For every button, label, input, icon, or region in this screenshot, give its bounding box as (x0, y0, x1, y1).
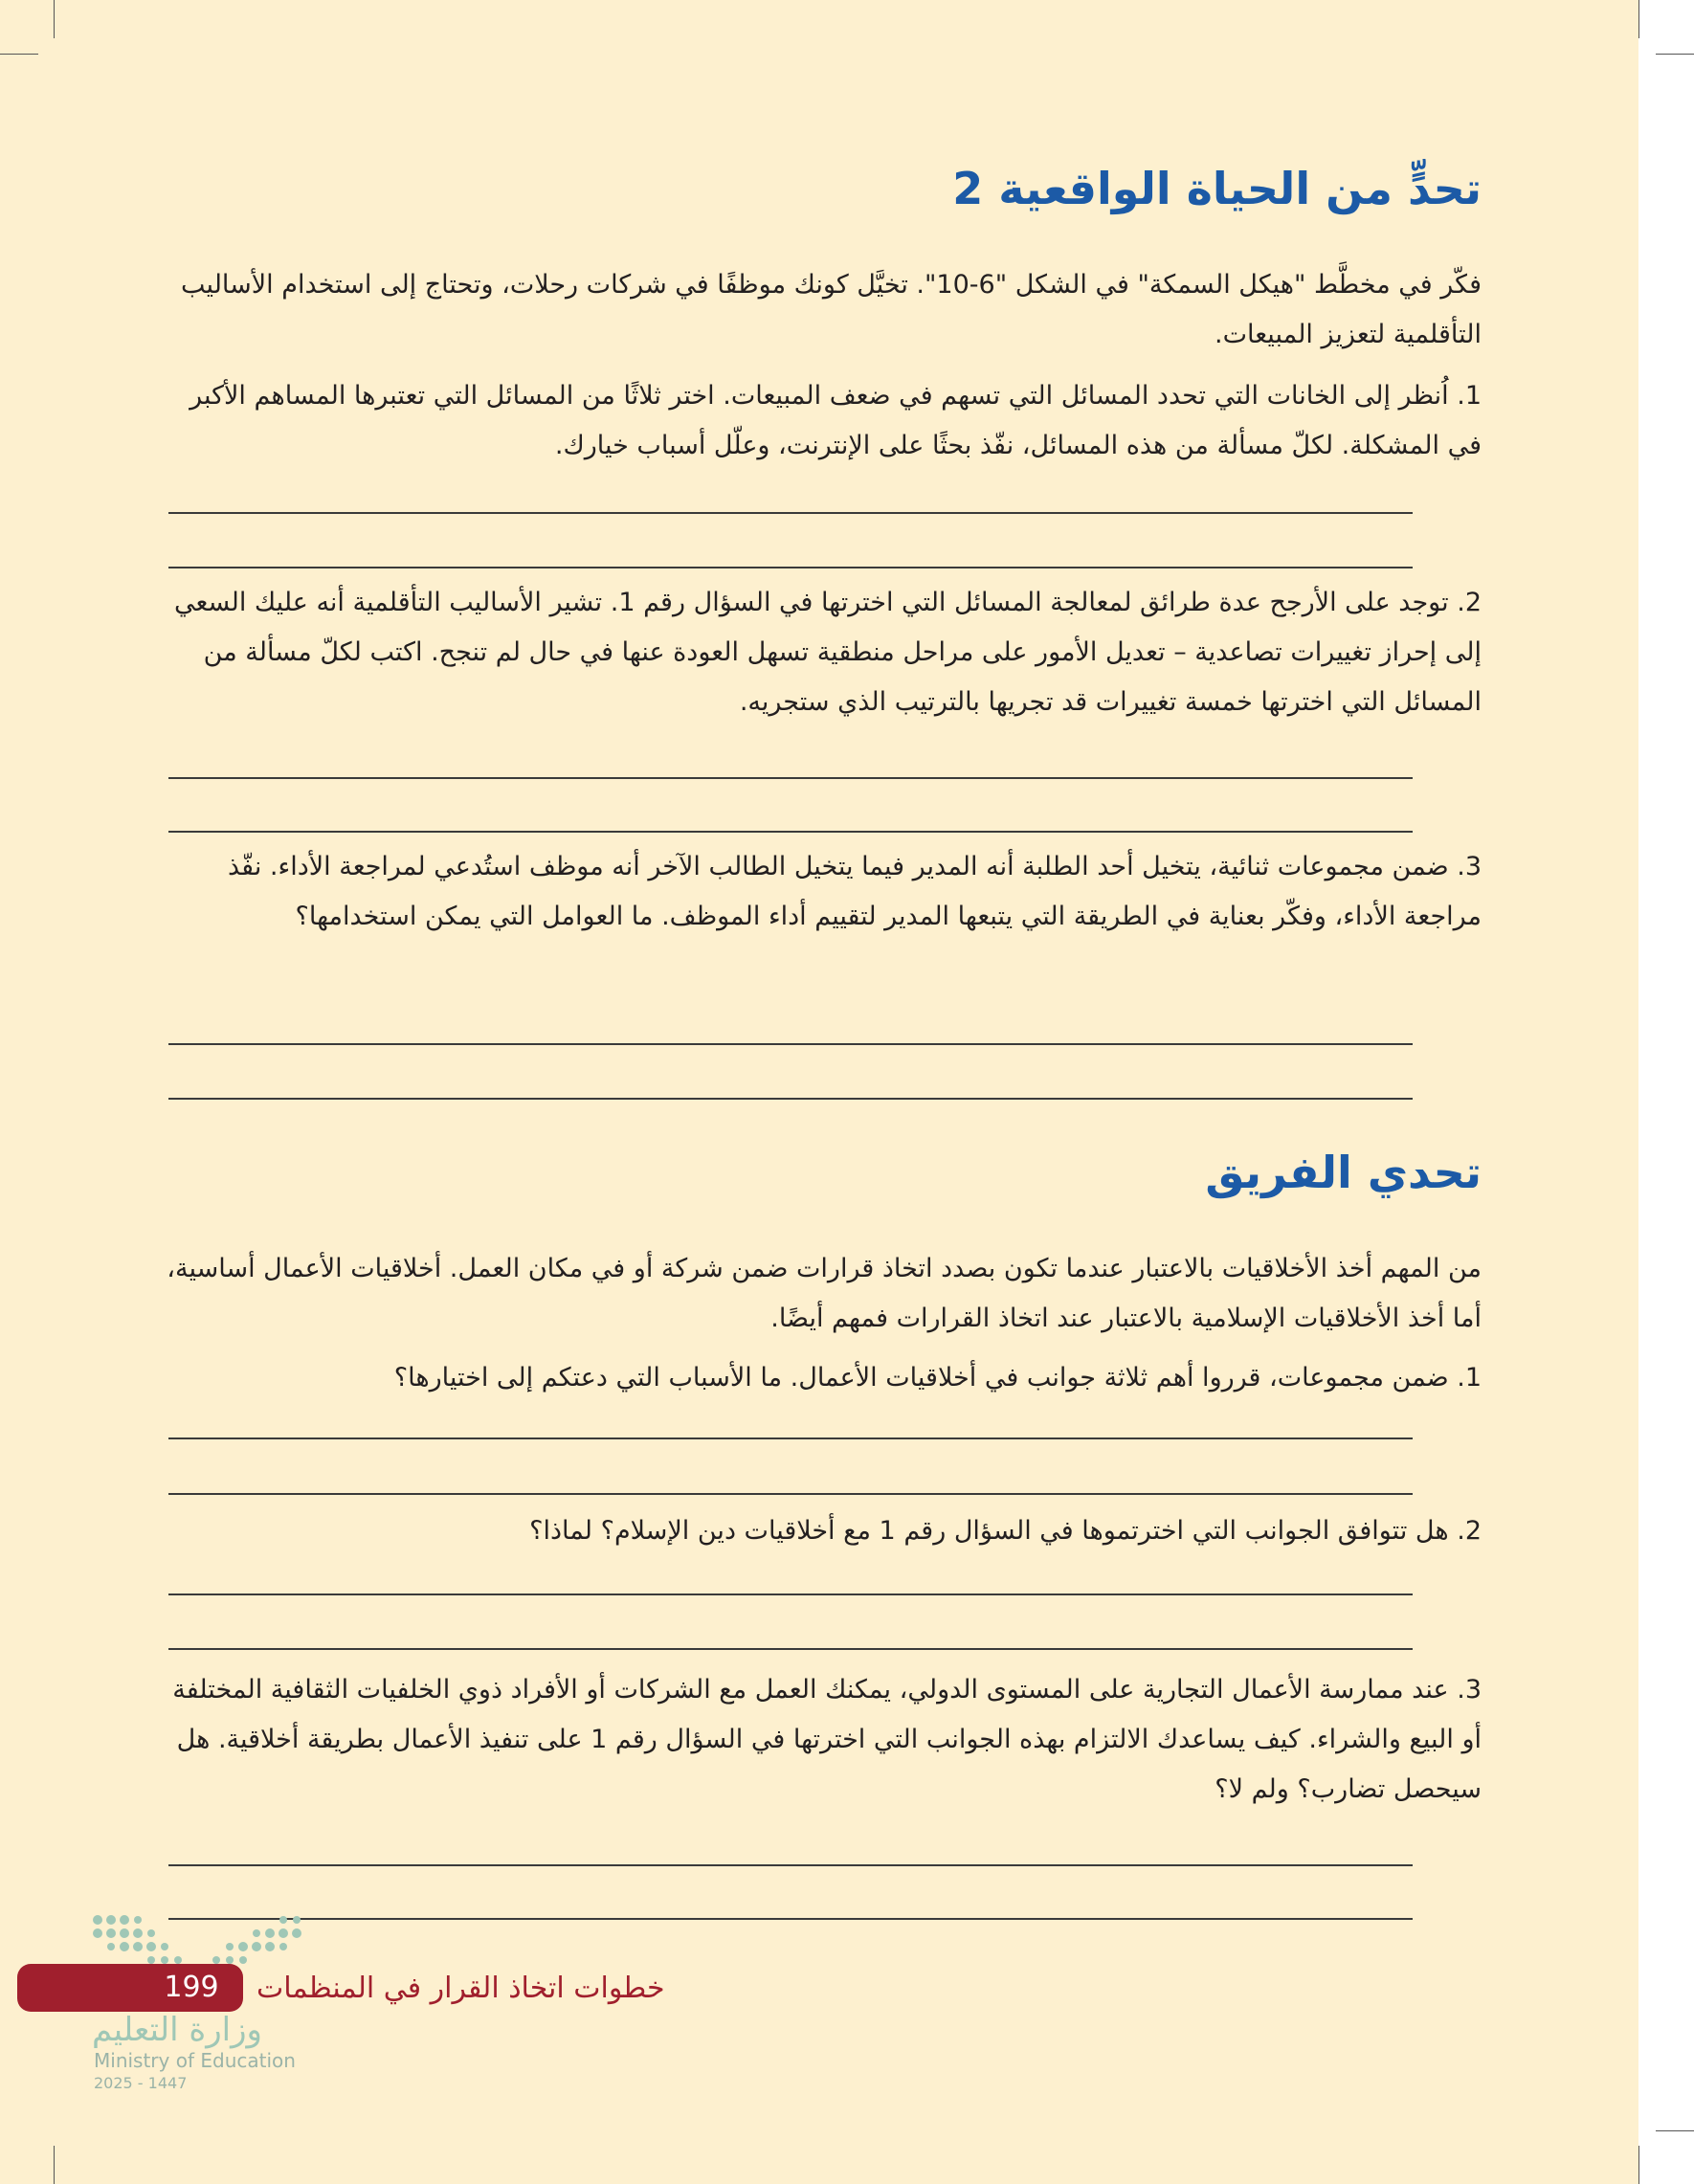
question-item (165, 1506, 1482, 1556)
question-text: ضمن مجموعات، قرروا أهم ثلاثة جوانب في أخلاقيات الأعمال. ما الأسباب التي دعتكم إلى اختيارها؟ (393, 1363, 1449, 1393)
answer-line[interactable] (168, 512, 1413, 514)
question-number: 3. (1457, 1675, 1482, 1705)
section-title: تحدٍّ من الحياة الواقعية 2 (952, 163, 1482, 214)
crop-mark (0, 54, 38, 55)
question-item (165, 371, 1482, 471)
question-text: هل تتوافق الجوانب التي اخترتموها في السؤال رقم 1 مع أخلاقيات دين الإسلام؟ لماذا؟ (529, 1516, 1449, 1546)
answer-line[interactable] (168, 1648, 1413, 1650)
answer-line[interactable] (168, 1918, 1413, 1920)
question-number: 3. (1457, 852, 1482, 881)
crop-mark (1656, 54, 1694, 55)
answer-line[interactable] (168, 831, 1413, 833)
question-text: توجد على الأرجح عدة طرائق لمعالجة المسائل التي اخترتها في السؤال رقم 1. تشير الأساليب التأقلمية أنه عليك السعي إلى إحراز تغييرات تصاعدية – تعديل الأمور على مراحل منطقية تسهل العودة عنها في حال لم تنجح. اكتب لكلّ مسألة من المسائل التي اخترتها خمسة تغييرات قد تجريها بالترتيب الذي ستجريه. (173, 588, 1482, 717)
chapter-title: خطوات اتخاذ القرار في المنظمات (256, 1972, 665, 2005)
answer-line[interactable] (168, 1098, 1413, 1100)
ministry-logo-icon (92, 1912, 302, 1968)
question-number: 1. (1457, 381, 1482, 411)
crop-mark (1638, 0, 1639, 38)
section-intro: من المهم أخذ الأخلاقيات بالاعتبار عندما تكون بصدد اتخاذ قرارات ضمن شركة أو في مكان العمل. أخلاقيات الأعمال أساسية، أما أخذ الأخلاقيات الإسلامية بالاعتبار عند اتخاذ القرارات فمهم أيضًا. (167, 1254, 1482, 1333)
question-item (165, 1353, 1482, 1403)
answer-line[interactable] (168, 567, 1413, 568)
answer-line[interactable] (168, 1437, 1413, 1439)
answer-line[interactable] (168, 1043, 1413, 1045)
answer-line[interactable] (168, 1593, 1413, 1595)
crop-mark (1638, 2146, 1639, 2184)
question-item (165, 1665, 1482, 1815)
ministry-name-arabic: وزارة التعليم (92, 2011, 262, 2049)
crop-mark (54, 2146, 55, 2184)
question-text: اُنظر إلى الخانات التي تحدد المسائل التي تسهم في ضعف المبيعات. اختر ثلاثًا من المسائل التي تعتبرها المساهم الأكبر في المشكلة. لكلّ مسألة من هذه المسائل، نفّذ بحثًا على الإنترنت، وعلّل أسباب خيارك. (189, 381, 1482, 460)
question-number: 1. (1457, 1363, 1482, 1393)
question-text: عند ممارسة الأعمال التجارية على المستوى الدولي، يمكنك العمل مع الشركات أو الأفراد ذوي الخلفيات الثقافية المختلفة أو البيع والشراء. كيف يساعدك الالتزام بهذه الجوانب التي اخترتها في السؤال رقم 1 على تنفيذ الأعمال بطريقة أخلاقية. هل سيحصل تضارب؟ ولم لا؟ (172, 1675, 1482, 1804)
question-number: 2. (1457, 588, 1482, 617)
section-title: تحدي الفريق (1205, 1147, 1482, 1198)
question-item (165, 842, 1482, 942)
ministry-name-english: Ministry of Education (94, 2049, 296, 2072)
answer-line[interactable] (168, 777, 1413, 779)
answer-line[interactable] (168, 1493, 1413, 1495)
edition-year: 2025 - 1447 (94, 2074, 188, 2092)
answer-line[interactable] (168, 1864, 1413, 1866)
crop-mark (1656, 2130, 1694, 2131)
section-intro: فكّر في مخطَّط "هيكل السمكة" في الشكل "6-10". تخيَّل كونك موظفًا في شركات رحلات، وتحتاج إلى استخدام الأساليب التأقلمية لتعزيز المبيعات. (181, 270, 1482, 349)
crop-mark (54, 0, 55, 38)
page-number: 199 (164, 1971, 219, 2004)
question-number: 2. (1457, 1516, 1482, 1546)
question-text: ضمن مجموعات ثنائية، يتخيل أحد الطلبة أنه المدير فيما يتخيل الطالب الآخر أنه موظف استُدعي لمراجعة الأداء. نفّذ مراجعة الأداء، وفكّر بعناية في الطريقة التي يتبعها المدير لتقييم أداء الموظف. ما العوامل التي يمكن استخدامها؟ (228, 852, 1482, 931)
question-item (165, 578, 1482, 727)
